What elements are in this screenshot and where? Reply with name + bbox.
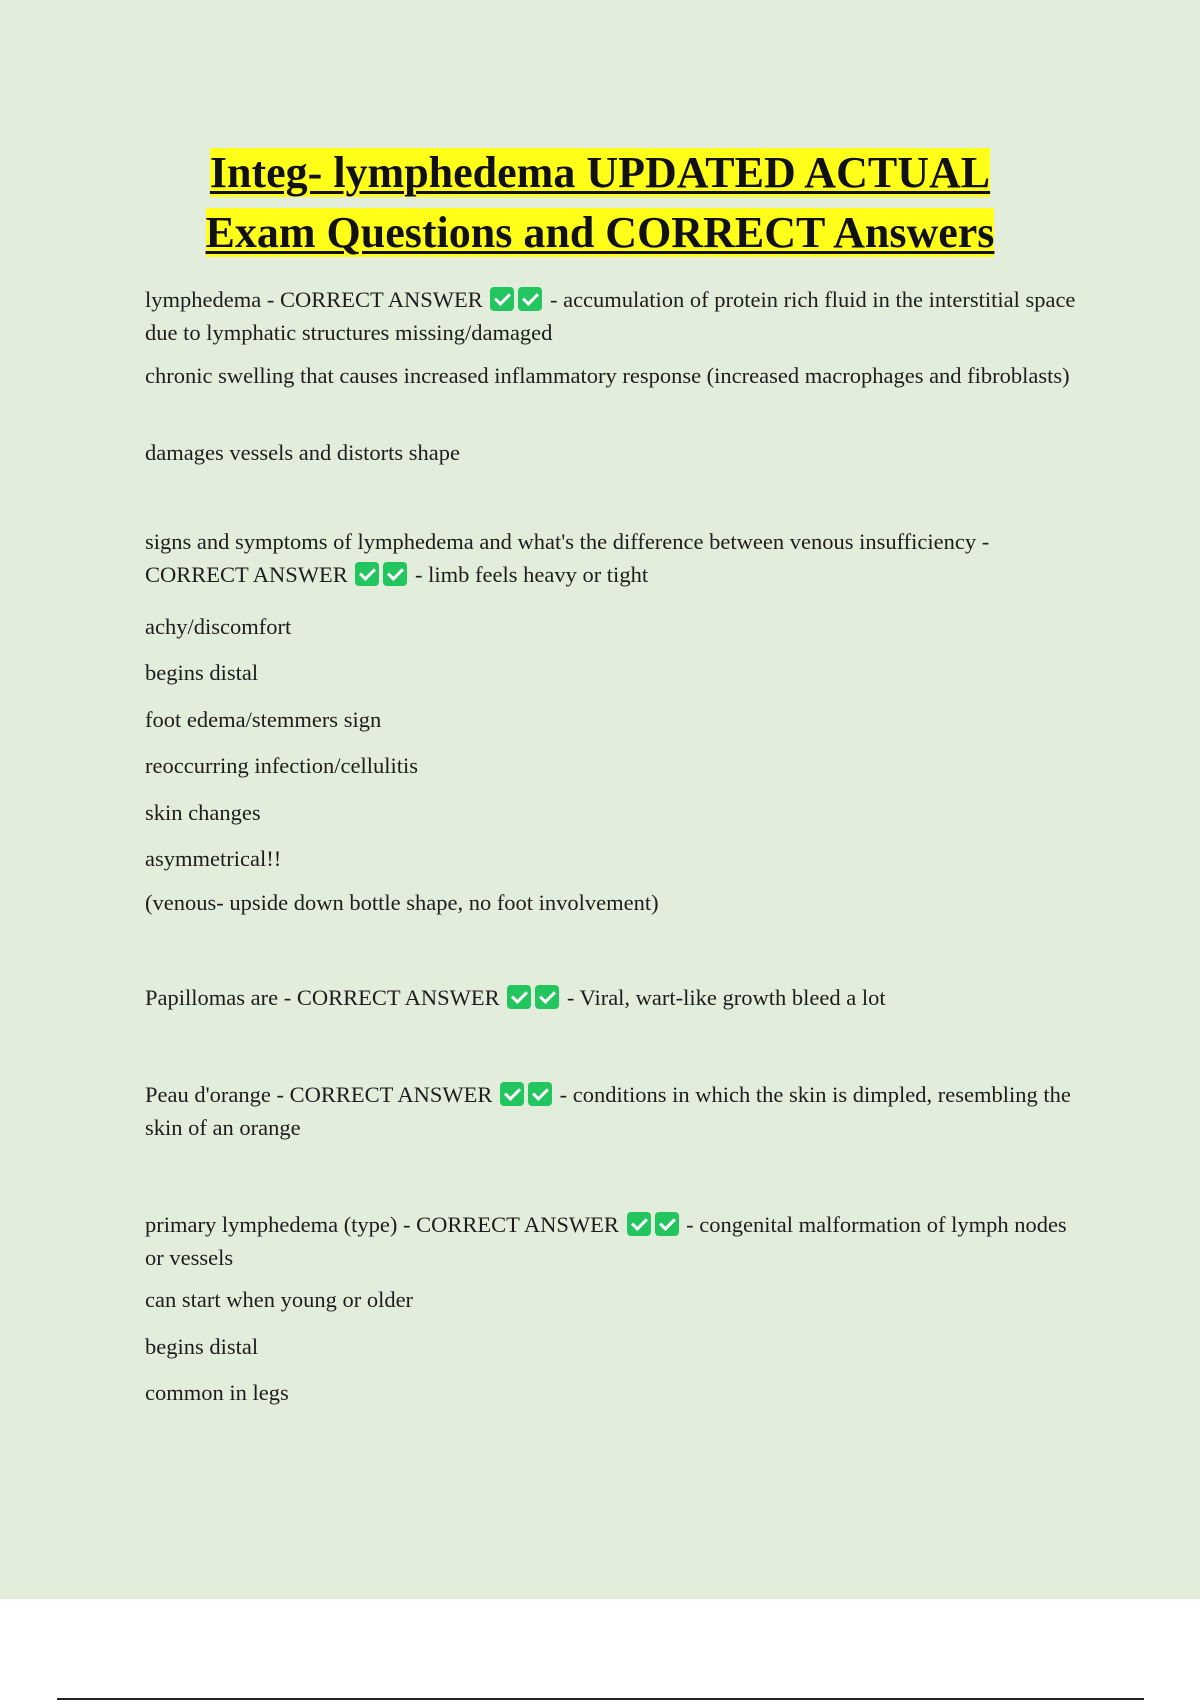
answer-detail-line: skin changes xyxy=(145,800,261,825)
answer-text: - Viral, wart-like growth bleed a lot xyxy=(566,985,886,1010)
title-line-2: Exam Questions and CORRECT Answers xyxy=(205,208,995,257)
question-text: lymphedema - xyxy=(145,287,280,312)
question-text: signs and symptoms of lymphedema and what's the difference between venous insufficiency - xyxy=(145,529,990,554)
answer-detail-line: achy/discomfort xyxy=(145,614,292,639)
check-mark-icon xyxy=(383,562,407,586)
answer-detail-line: begins distal xyxy=(145,1334,259,1359)
answer-detail-line: asymmetrical!! xyxy=(145,846,282,871)
check-mark-icon xyxy=(355,562,379,586)
answer-detail-line: can start when young or older xyxy=(145,1287,414,1312)
check-mark-icon xyxy=(528,1082,552,1106)
answer-detail-line: foot edema/stemmers sign xyxy=(145,707,382,732)
check-mark-icon xyxy=(535,985,559,1009)
answer-text: - limb feels heavy or tight xyxy=(415,562,649,587)
answer-detail-line: begins distal xyxy=(145,660,259,685)
answer-detail-line: chronic swelling that causes increased inflammatory response (increased macrophages and fibroblasts) xyxy=(145,363,1070,388)
answer-text: - conditions in which the skin is dimpled, resembling the skin of an orange xyxy=(145,1082,1071,1140)
answer-text: - accumulation of protein rich fluid in the interstitial space due to lymphatic structures missing/damaged xyxy=(145,287,1076,345)
check-mark-icon xyxy=(490,287,514,311)
answer-marker: CORRECT ANSWER xyxy=(289,1082,493,1107)
qa-entry-2 xyxy=(145,525,1090,591)
document-title xyxy=(100,143,1100,263)
title-line-1: Integ- lymphedema UPDATED ACTUAL xyxy=(209,148,991,197)
answer-marker: CORRECT ANSWER xyxy=(279,287,483,312)
answer-marker: CORRECT ANSWER xyxy=(145,562,348,587)
answer-marker: CORRECT ANSWER xyxy=(296,985,500,1010)
answer-detail-line: (venous- upside down bottle shape, no foot involvement) xyxy=(145,890,659,915)
check-mark-icon xyxy=(518,287,542,311)
qa-entry-4 xyxy=(145,1078,1090,1144)
check-mark-icon xyxy=(627,1212,651,1236)
check-mark-icon xyxy=(655,1212,679,1236)
answer-detail-line: reoccurring infection/cellulitis xyxy=(145,753,419,778)
qa-entry-5 xyxy=(145,1208,1090,1274)
qa-entry-1 xyxy=(145,283,1090,349)
question-text: Peau d'orange - xyxy=(145,1082,290,1107)
question-text: Papillomas are - xyxy=(145,985,297,1010)
answer-marker: CORRECT ANSWER xyxy=(416,1212,619,1237)
answer-detail-line: common in legs xyxy=(145,1380,289,1405)
check-mark-icon xyxy=(507,985,531,1009)
answer-detail-line: damages vessels and distorts shape xyxy=(145,440,460,465)
question-text: primary lymphedema (type) - xyxy=(145,1212,417,1237)
qa-entry-3 xyxy=(145,981,886,1014)
check-mark-icon xyxy=(500,1082,524,1106)
answer-text: - congenital malformation of lymph nodes or vessels xyxy=(145,1212,1067,1270)
